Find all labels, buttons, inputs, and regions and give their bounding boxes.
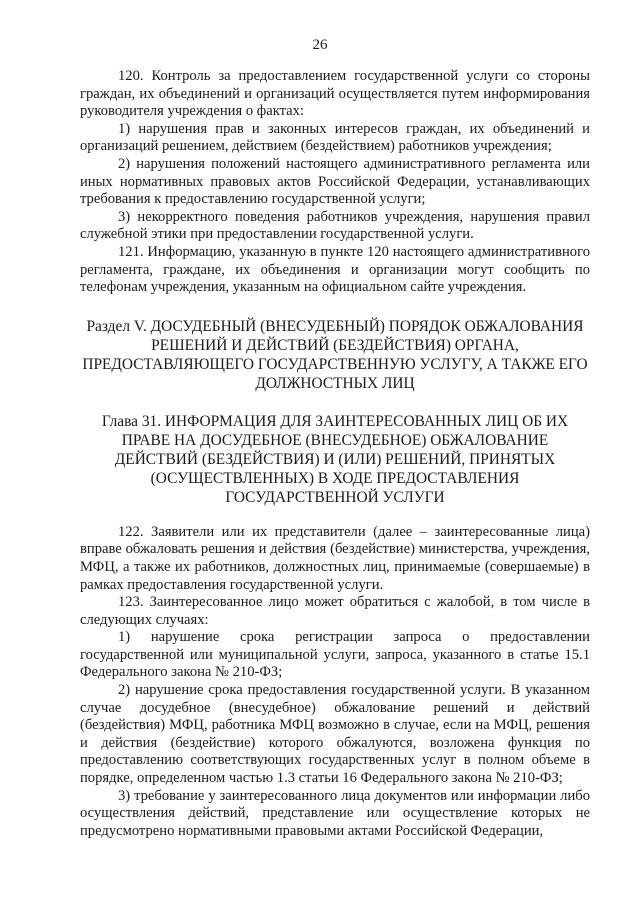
paragraph-120-item-1: 1) нарушения прав и законных интересов граждан, их объединений и организаций решением, действием (бездействием) работников учреждения; — [80, 120, 590, 155]
page-content — [80, 68, 590, 840]
spacer — [80, 507, 590, 524]
paragraph-120-item-2: 2) нарушения положений настоящего административного регламента или иных нормативных правовых актов Российской Федерации, устанавливающих требования к предоставлению государственной услуги; — [80, 155, 590, 208]
paragraph-122: 122. Заявители или их представители (далее – заинтересованные лица) вправе обжаловать решения и действия (бездействие) министерства, учреждения, МФЦ, а также их работников, должностных лиц, принимаемые (совершаемые) в рамках предоставления государственной услуги. — [80, 523, 590, 593]
paragraph-120: 120. Контроль за предоставлением государственной услуги со стороны граждан, их объединений и организаций осуществляется путем информирования руководителя учреждения о фактах: — [80, 68, 590, 120]
paragraph-123: 123. Заинтересованное лицо может обратиться с жалобой, в том числе в следующих случаях: — [80, 594, 590, 628]
paragraph-123-item-2: 2) нарушение срока предоставления государственной услуги. В указанном случае досудебное (внесудебное) обжалование решений и действий (бездействия) МФЦ, работника МФЦ возможно в случае, если на МФЦ, решения и действия (бездействие) которого обжалуются, возложена функция по предоставлению соответствующих государственных услуг в полном объеме в порядке, определенном частью 1.3 статьи 16 Федерального закона № 210-ФЗ; — [80, 682, 590, 787]
section-heading: Раздел V. ДОСУДЕБНЫЙ (ВНЕСУДЕБНЫЙ) ПОРЯДОК ОБЖАЛОВАНИЯ РЕШЕНИЙ И ДЕЙСТВИЙ (БЕЗДЕЙСТВИЯ) ОРГАНА, ПРЕДОСТАВЛЯЮЩЕГО ГОСУДАРСТВЕННУЮ УСЛУГУ, А ТАКЖЕ ЕГО ДОЛЖНОСТНЫХ ЛИЦ — [82, 317, 588, 392]
spacer — [80, 297, 590, 317]
paragraph-121: 121. Информацию, указанную в пункте 120 настоящего административного регламента, граждане, их объединения и организации могут сообщить по телефонам учреждения, указанным на официальном сайте учреждения. — [80, 243, 590, 296]
paragraph-120-item-3: 3) некорректного поведения работников учреждения, нарушения правил служебной этики при предоставлении государственной услуги. — [80, 208, 590, 243]
paragraph-123-item-3: 3) требование у заинтересованного лица документов или информации либо осуществления действий, представление или осуществление которых не предусмотрено нормативными правовыми актами Российской Федерации, — [80, 787, 590, 839]
paragraph-123-item-1: 1) нарушение срока регистрации запроса о предоставлении государственной или муниципальной услуги, запроса, указанного в статье 15.1 Федерального закона № 210-ФЗ; — [80, 629, 590, 681]
page-number: 26 — [312, 37, 328, 53]
chapter-heading: Глава 31. ИНФОРМАЦИЯ ДЛЯ ЗАИНТЕРЕСОВАННЫХ ЛИЦ ОБ ИХ ПРАВЕ НА ДОСУДЕБНОЕ (ВНЕСУДЕБНОЕ) ОБЖАЛОВАНИЕ ДЕЙСТВИЙ (БЕЗДЕЙСТВИЯ) И (ИЛИ) РЕШЕНИЙ, ПРИНЯТЫХ (ОСУЩЕСТВЛЕННЫХ) В ХОДЕ ПРЕДОСТАВЛЕНИЯ ГОСУДАРСТВЕННОЙ УСЛУГИ — [101, 412, 569, 506]
spacer — [80, 393, 590, 412]
